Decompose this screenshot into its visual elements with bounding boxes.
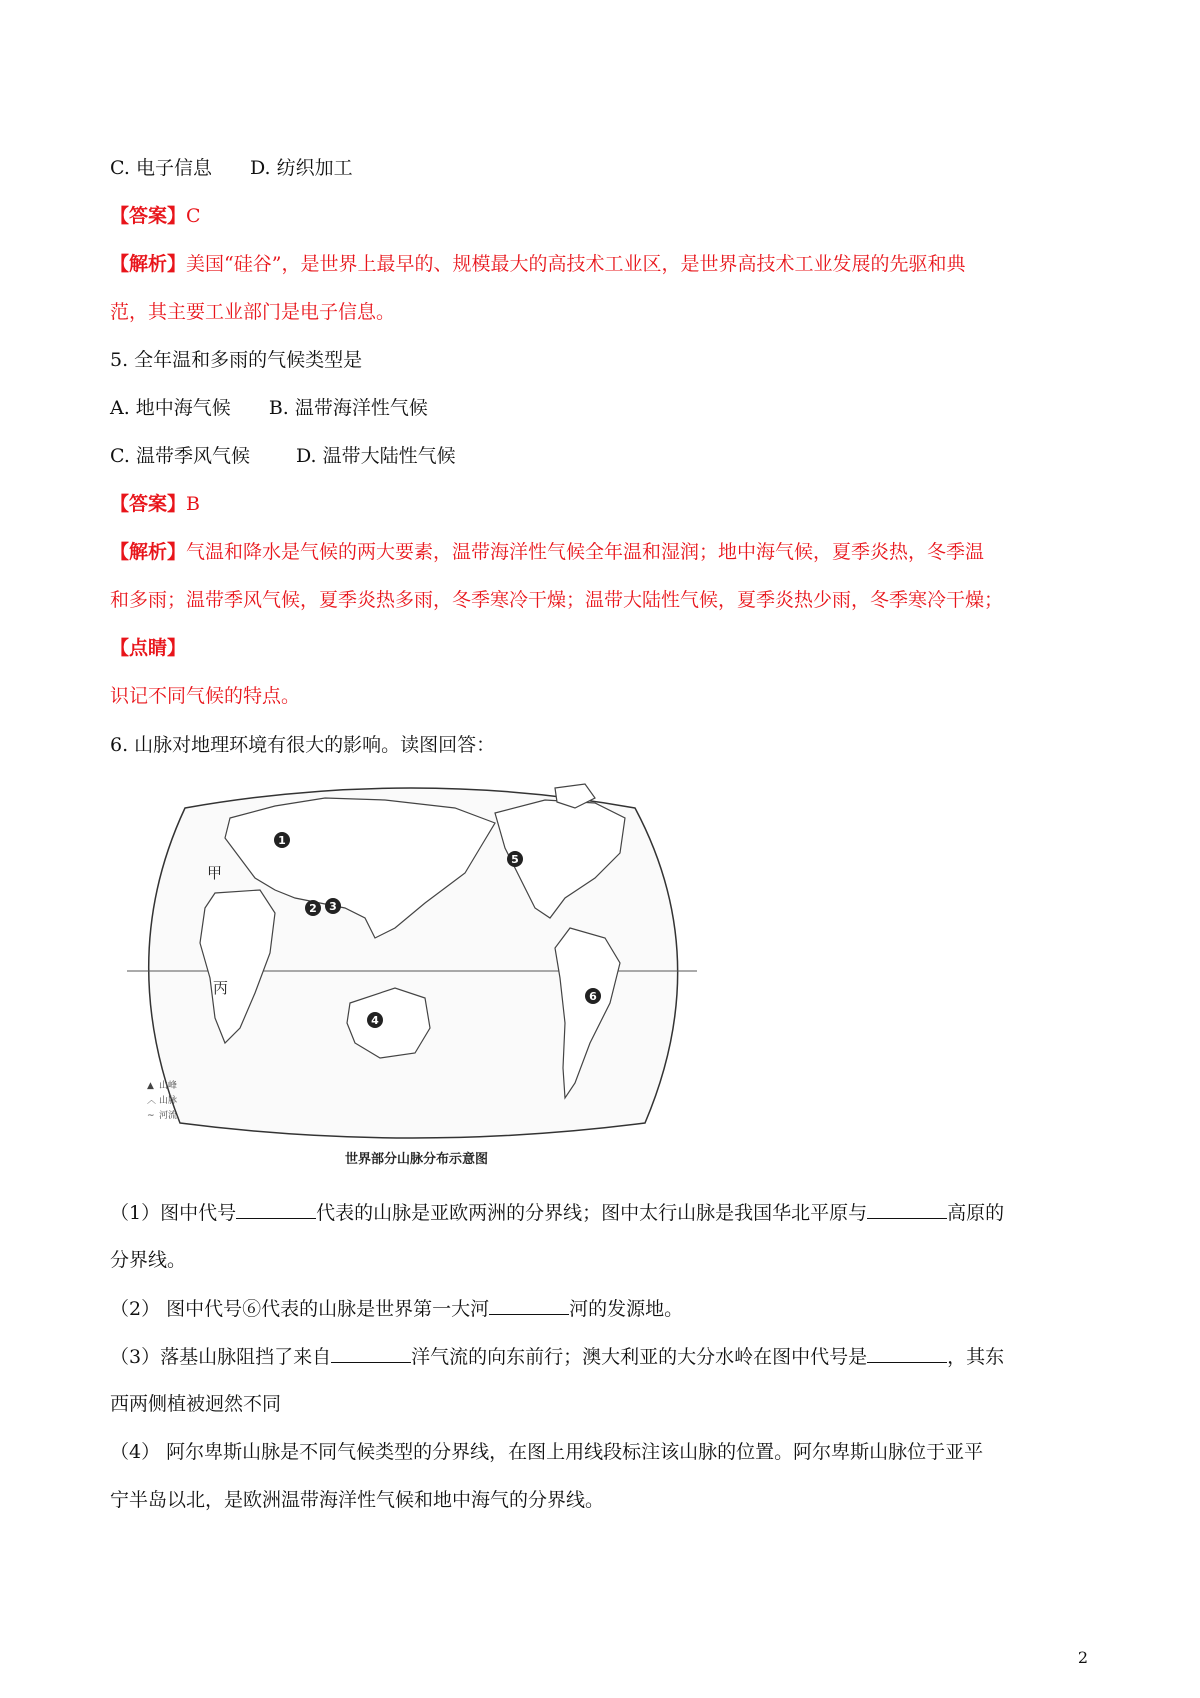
q6-sub3-line1: [110, 1344, 1004, 1369]
q6-sub1-a: （1）图中代号: [110, 1202, 237, 1224]
svg-text:5: 5: [511, 853, 519, 866]
q6-sub3-blank1[interactable]: [331, 1344, 411, 1363]
marker-6: [585, 988, 601, 1004]
q4-option-d: D. 纺织加工: [249, 157, 353, 179]
q6-sub1-c: 高原的: [947, 1202, 1005, 1224]
q4-analysis-text1: 美国“硅谷”，是世界上最早的、规模最大的高技术工业区，是世界高技术工业发展的先驱和典: [186, 253, 966, 275]
marker-5: [507, 851, 523, 867]
q6-sub4-line2: 宁半岛以北，是欧洲温带海洋性气候和地中海气的分界线。: [110, 1489, 605, 1511]
q5-options-cd: [110, 444, 456, 468]
svg-text:▲: ▲: [147, 1081, 154, 1091]
q4-analysis-line2: 范，其主要工业部门是电子信息。: [110, 301, 396, 323]
q6-sub3-line2: 西两侧植被迥然不同: [110, 1393, 282, 1415]
q6-sub1-b: 代表的山脉是亚欧两洲的分界线；图中太行山脉是我国华北平原与: [316, 1202, 868, 1224]
q6-sub2-blank[interactable]: [489, 1296, 569, 1315]
q5-answer-tag: 【答案】: [110, 493, 187, 515]
q4-answer: [110, 204, 201, 228]
q6-sub3-a: （3）落基山脉阻挡了来自: [110, 1346, 332, 1368]
q5-analysis-text1: 气温和降水是气候的两大要素，温带海洋性气候全年温和湿润；地中海气候，夏季炎热，冬季温: [186, 541, 985, 563]
marker-1: [274, 832, 290, 848]
q5-analysis-tag: 【解析】: [110, 541, 187, 563]
q6-sub3-blank2[interactable]: [867, 1344, 947, 1363]
q5-answer: [110, 492, 200, 516]
q6-sub3-c: ，其东: [947, 1346, 1005, 1368]
q6-sub1-line1: [110, 1200, 1004, 1225]
q5-option-d: D. 温带大陆性气候: [295, 445, 456, 467]
q4-answer-tag: 【答案】: [110, 205, 187, 227]
q4-analysis-line1: [110, 252, 965, 276]
q4-answer-value: C: [186, 205, 201, 227]
svg-text:2: 2: [309, 902, 317, 915]
marker-2: [305, 900, 321, 916]
q5-answer-value: B: [186, 493, 200, 515]
q5-analysis-line1: [110, 540, 984, 564]
world-mountain-map: [125, 778, 700, 1178]
q5-tip: 识记不同气候的特点。: [110, 685, 301, 707]
marker-3: [325, 898, 341, 914]
svg-text:山脉: 山脉: [159, 1096, 178, 1106]
svg-text:3: 3: [329, 900, 337, 913]
svg-text:河流: 河流: [159, 1111, 178, 1121]
map-caption: 世界部分山脉分布示意图: [345, 1152, 489, 1167]
svg-text:︿: ︿: [147, 1096, 157, 1106]
map-legend: [147, 1079, 177, 1121]
q5-stem: 5. 全年温和多雨的气候类型是: [110, 349, 363, 371]
q6-sub4-line1: （4） 阿尔卑斯山脉是不同气候类型的分界线，在图上用线段标注该山脉的位置。阿尔卑斯山脉位于亚平: [110, 1441, 984, 1463]
marker-4: [367, 1012, 383, 1028]
q5-option-a: A. 地中海气候: [110, 397, 231, 419]
svg-text:6: 6: [589, 990, 597, 1003]
page-number: 2: [1077, 1648, 1088, 1667]
map-label-bing: 丙: [213, 979, 229, 997]
q4-analysis-tag: 【解析】: [110, 253, 187, 275]
q6-sub2-a: （2） 图中代号⑥代表的山脉是世界第一大河: [110, 1298, 490, 1320]
map-label-jia: 甲: [207, 864, 223, 882]
svg-text:山峰: 山峰: [159, 1081, 178, 1091]
q4-option-c: C. 电子信息: [110, 157, 212, 179]
svg-text:~: ~: [147, 1111, 155, 1121]
q5-option-b: B. 温带海洋性气候: [268, 397, 428, 419]
q4-options-cd: [110, 156, 353, 180]
svg-text:1: 1: [278, 834, 286, 847]
svg-text:4: 4: [371, 1014, 379, 1027]
q6-sub1-blank2[interactable]: [867, 1200, 947, 1219]
q6-sub2-b: 河的发源地。: [569, 1298, 684, 1320]
q5-analysis-line2: 和多雨；温带季风气候，夏季炎热多雨，冬季寒冷干燥；温带大陆性气候，夏季炎热少雨，冬季寒冷干燥；: [110, 589, 1004, 611]
q6-sub1-line2: 分界线。: [110, 1249, 187, 1271]
q6-sub1-blank1[interactable]: [236, 1200, 316, 1219]
q6-stem: 6. 山脉对地理环境有很大的影响。读图回答：: [110, 734, 496, 756]
q5-tip-tag: 【点睛】: [110, 637, 187, 659]
q6-sub3-b: 洋气流的向东前行；澳大利亚的大分水岭在图中代号是: [411, 1346, 868, 1368]
q6-sub2: [110, 1296, 683, 1321]
q5-option-c: C. 温带季风气候: [110, 445, 250, 467]
q5-options-ab: [110, 396, 428, 420]
